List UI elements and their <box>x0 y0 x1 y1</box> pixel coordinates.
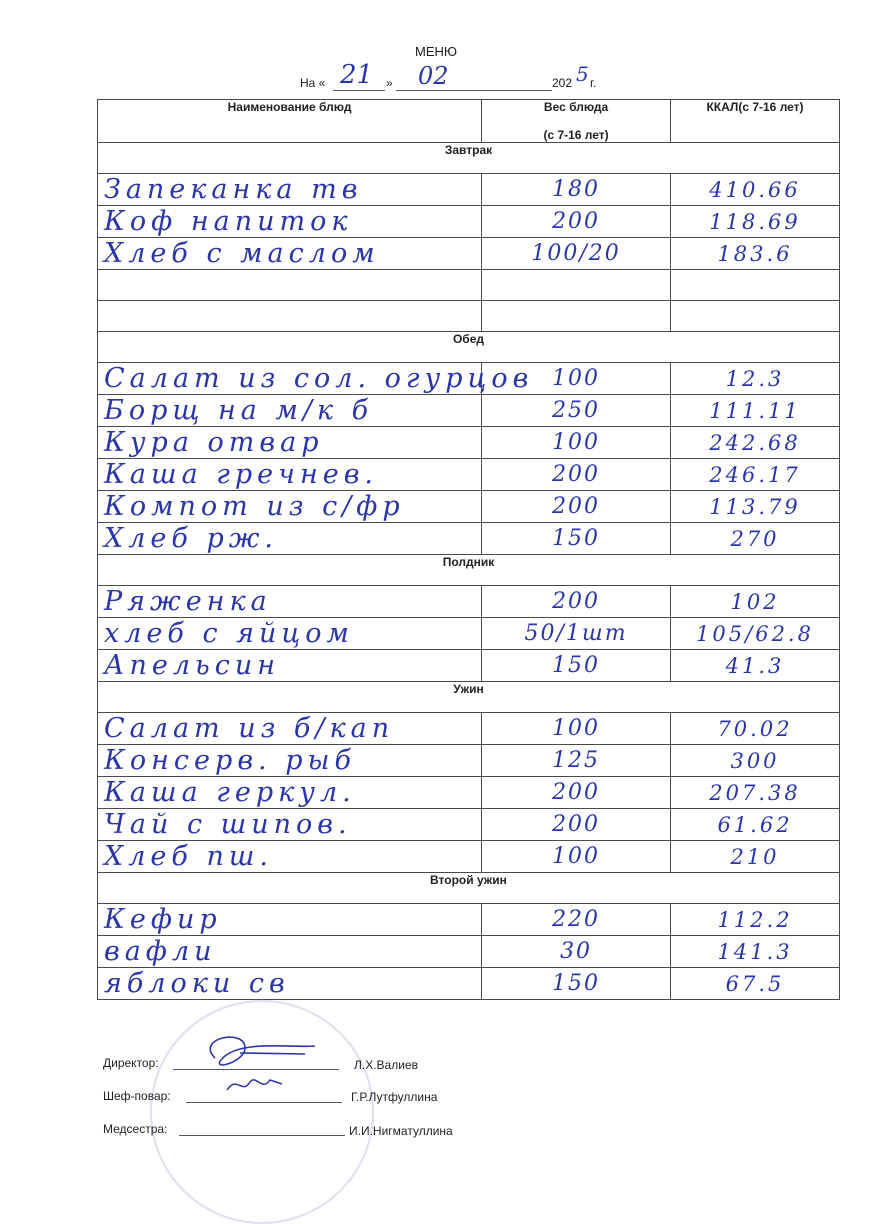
table-row <box>98 363 840 395</box>
weight-cell-text: 200 <box>552 494 601 519</box>
header-kcal: ККАЛ(с 7-16 лет) <box>671 100 840 143</box>
weight-cell-text: 220 <box>552 907 601 932</box>
dish-cell-text: Каша геркул. <box>104 777 356 808</box>
menu-title: МЕНЮ <box>414 44 458 59</box>
kcal-cell-text: 242.68 <box>709 430 801 455</box>
kcal-cell <box>671 174 840 206</box>
kcal-cell <box>671 459 840 491</box>
section-title: Полдник <box>98 555 840 586</box>
weight-cell <box>482 904 671 936</box>
kcal-cell-text: 141.3 <box>717 939 793 964</box>
weight-cell <box>482 301 671 332</box>
section-row <box>98 332 840 363</box>
dish-cell <box>98 713 482 745</box>
section-row <box>98 555 840 586</box>
kcal-cell <box>671 238 840 270</box>
kcal-cell-text: 41.3 <box>725 653 785 678</box>
weight-cell-text: 50/1шт <box>524 621 628 646</box>
weight-cell-text: 150 <box>552 526 601 551</box>
weight-cell-text: 100 <box>552 716 601 741</box>
dish-cell <box>98 650 482 682</box>
dish-cell <box>98 745 482 777</box>
table-row <box>98 174 840 206</box>
dish-cell-text: вафли <box>104 936 217 967</box>
dish-cell <box>98 904 482 936</box>
weight-cell-text: 200 <box>552 780 601 805</box>
date-year-digit: 5 <box>576 62 589 86</box>
table-header-row <box>98 100 840 143</box>
kcal-cell <box>671 777 840 809</box>
kcal-cell <box>671 363 840 395</box>
weight-cell-text: 125 <box>552 748 601 773</box>
weight-cell-text: 200 <box>552 209 601 234</box>
kcal-cell-text: 113.79 <box>709 494 801 519</box>
weight-cell <box>482 713 671 745</box>
dish-cell <box>98 238 482 270</box>
chef-signature <box>222 1070 302 1100</box>
dish-cell-text: Кура отвар <box>104 427 324 458</box>
dish-cell-text: Запеканка тв <box>104 174 363 205</box>
header-dish-name: Наименование блюд <box>98 100 482 143</box>
dish-cell-text: Ряженка <box>104 586 272 617</box>
weight-cell <box>482 363 671 395</box>
kcal-cell-text: 111.11 <box>709 398 801 423</box>
table-row <box>98 586 840 618</box>
sig-chef-role: Шеф-повар: <box>103 1089 171 1103</box>
kcal-cell <box>671 618 840 650</box>
weight-cell-text: 100 <box>552 366 601 391</box>
date-year-printed: 202 <box>552 76 573 90</box>
kcal-cell <box>671 650 840 682</box>
dish-cell-text: Компот из с/фр <box>104 491 405 522</box>
kcal-cell-text: 207.38 <box>709 780 801 805</box>
dish-cell-text: хлеб с яйцом <box>104 618 354 649</box>
date-month: 02 <box>418 62 449 90</box>
weight-cell-text: 100/20 <box>531 241 621 266</box>
sig-chef-name: Г.Р.Лутфуллина <box>351 1090 438 1104</box>
kcal-cell <box>671 427 840 459</box>
kcal-cell-text: 300 <box>730 748 780 773</box>
section-row <box>98 873 840 904</box>
section-title: Второй ужин <box>98 873 840 904</box>
weight-cell <box>482 618 671 650</box>
table-row <box>98 968 840 1000</box>
kcal-cell <box>671 206 840 238</box>
table-row <box>98 523 840 555</box>
table-row <box>98 206 840 238</box>
kcal-cell <box>671 904 840 936</box>
kcal-cell <box>671 713 840 745</box>
dish-cell <box>98 586 482 618</box>
menu-table <box>97 99 840 1000</box>
date-day: 21 <box>340 60 374 90</box>
sig-nurse-name: И.И.Нигматуллина <box>349 1124 453 1138</box>
dish-cell <box>98 363 534 395</box>
header-weight-line1: Вес блюда <box>543 100 609 114</box>
dish-cell <box>98 459 482 491</box>
weight-cell <box>482 427 671 459</box>
kcal-cell-text: 61.62 <box>717 812 793 837</box>
kcal-cell-text: 112.2 <box>717 907 793 932</box>
weight-cell <box>482 936 671 968</box>
header-weight-line2: (с 7-16 лет) <box>543 128 609 142</box>
dish-cell <box>98 395 482 427</box>
weight-cell-text: 150 <box>552 653 601 678</box>
date-mid: » <box>386 76 393 90</box>
kcal-cell-text: 67.5 <box>725 971 785 996</box>
dish-cell <box>98 427 482 459</box>
sig-nurse-role: Медсестра: <box>103 1122 168 1136</box>
weight-cell <box>482 968 671 1000</box>
dish-cell-text: Хлеб с маслом <box>104 238 380 269</box>
table-row <box>98 841 840 873</box>
dish-cell <box>98 206 482 238</box>
weight-cell <box>482 650 671 682</box>
table-row <box>98 395 840 427</box>
kcal-cell-text: 102 <box>730 589 780 614</box>
weight-cell-text: 100 <box>552 844 601 869</box>
header-weight <box>482 100 671 143</box>
dish-cell <box>98 809 482 841</box>
dish-cell-text: Кефир <box>104 904 222 935</box>
weight-cell <box>482 206 671 238</box>
weight-cell <box>482 238 671 270</box>
section-row <box>98 143 840 174</box>
table-row <box>98 427 840 459</box>
weight-cell <box>482 523 671 555</box>
kcal-cell <box>671 270 840 301</box>
kcal-cell <box>671 586 840 618</box>
table-row <box>98 238 840 270</box>
kcal-cell-text: 210 <box>730 844 780 869</box>
kcal-cell <box>671 745 840 777</box>
dish-cell <box>98 968 482 1000</box>
section-title: Ужин <box>98 682 840 713</box>
kcal-cell <box>671 936 840 968</box>
weight-cell <box>482 745 671 777</box>
kcal-cell-text: 246.17 <box>709 462 801 487</box>
dish-cell-text: Хлеб рж. <box>104 523 279 554</box>
dish-cell-text: Салат из б/кап <box>104 713 395 744</box>
kcal-cell-text: 12.3 <box>725 366 785 391</box>
kcal-cell <box>671 523 840 555</box>
kcal-cell-text: 270 <box>730 526 780 551</box>
weight-cell <box>482 491 671 523</box>
table-row <box>98 713 840 745</box>
table-row <box>98 904 840 936</box>
dish-cell <box>98 841 482 873</box>
weight-cell <box>482 395 671 427</box>
sig-director-role: Директор: <box>103 1056 159 1070</box>
weight-cell-text: 180 <box>552 177 601 202</box>
weight-cell-text: 250 <box>552 398 601 423</box>
table-row <box>98 745 840 777</box>
dish-cell-text: Хлеб пш. <box>104 841 274 872</box>
section-row <box>98 682 840 713</box>
dish-cell-text: Чай с шипов. <box>104 809 352 840</box>
weight-cell <box>482 270 671 301</box>
kcal-cell-text: 183.6 <box>717 241 793 266</box>
kcal-cell <box>671 395 840 427</box>
table-row <box>98 491 840 523</box>
table-row <box>98 777 840 809</box>
table-row <box>98 618 840 650</box>
dish-cell <box>98 491 482 523</box>
table-row <box>98 650 840 682</box>
dish-cell <box>98 936 482 968</box>
dish-cell-text: яблоки св <box>104 968 290 999</box>
table-row <box>98 459 840 491</box>
section-title: Обед <box>98 332 840 363</box>
weight-cell <box>482 777 671 809</box>
kcal-cell <box>671 301 840 332</box>
weight-cell-text: 200 <box>552 812 601 837</box>
kcal-cell <box>671 491 840 523</box>
weight-cell <box>482 841 671 873</box>
weight-cell <box>482 586 671 618</box>
kcal-cell-text: 410.66 <box>709 177 801 202</box>
dish-cell-text: Каша гречнев. <box>104 459 379 490</box>
kcal-cell <box>671 809 840 841</box>
kcal-cell <box>671 968 840 1000</box>
date-prefix: На « <box>300 76 326 90</box>
dish-cell <box>98 777 482 809</box>
weight-cell-text: 200 <box>552 589 601 614</box>
kcal-cell-text: 70.02 <box>717 716 793 741</box>
date-year-suffix: г. <box>590 76 597 90</box>
dish-cell <box>98 618 482 650</box>
sig-director-name: Л.Х.Валиев <box>354 1058 418 1072</box>
kcal-cell-text: 118.69 <box>709 209 801 234</box>
weight-cell-text: 100 <box>552 430 601 455</box>
table-row <box>98 301 840 332</box>
table-row <box>98 270 840 301</box>
dish-cell <box>98 270 482 301</box>
dish-cell <box>98 523 482 555</box>
weight-cell <box>482 459 671 491</box>
weight-cell <box>482 809 671 841</box>
dish-cell-text: Консерв. рыб <box>104 745 356 776</box>
section-title: Завтрак <box>98 143 840 174</box>
weight-cell-text: 200 <box>552 462 601 487</box>
dish-cell <box>98 174 482 206</box>
dish-cell-text: Салат из сол. огурцов <box>104 363 534 394</box>
table-row <box>98 936 840 968</box>
dish-cell-text: Апельсин <box>104 650 281 681</box>
dish-cell-text: Борщ на м/к б <box>104 395 374 426</box>
weight-cell <box>482 174 671 206</box>
dish-cell-text: Коф напиток <box>104 206 353 237</box>
weight-cell-text: 150 <box>552 971 601 996</box>
date-line <box>300 60 620 90</box>
kcal-cell-text: 105/62.8 <box>696 621 814 646</box>
kcal-cell <box>671 841 840 873</box>
table-row <box>98 809 840 841</box>
dish-cell <box>98 301 482 332</box>
weight-cell-text: 30 <box>560 939 593 964</box>
